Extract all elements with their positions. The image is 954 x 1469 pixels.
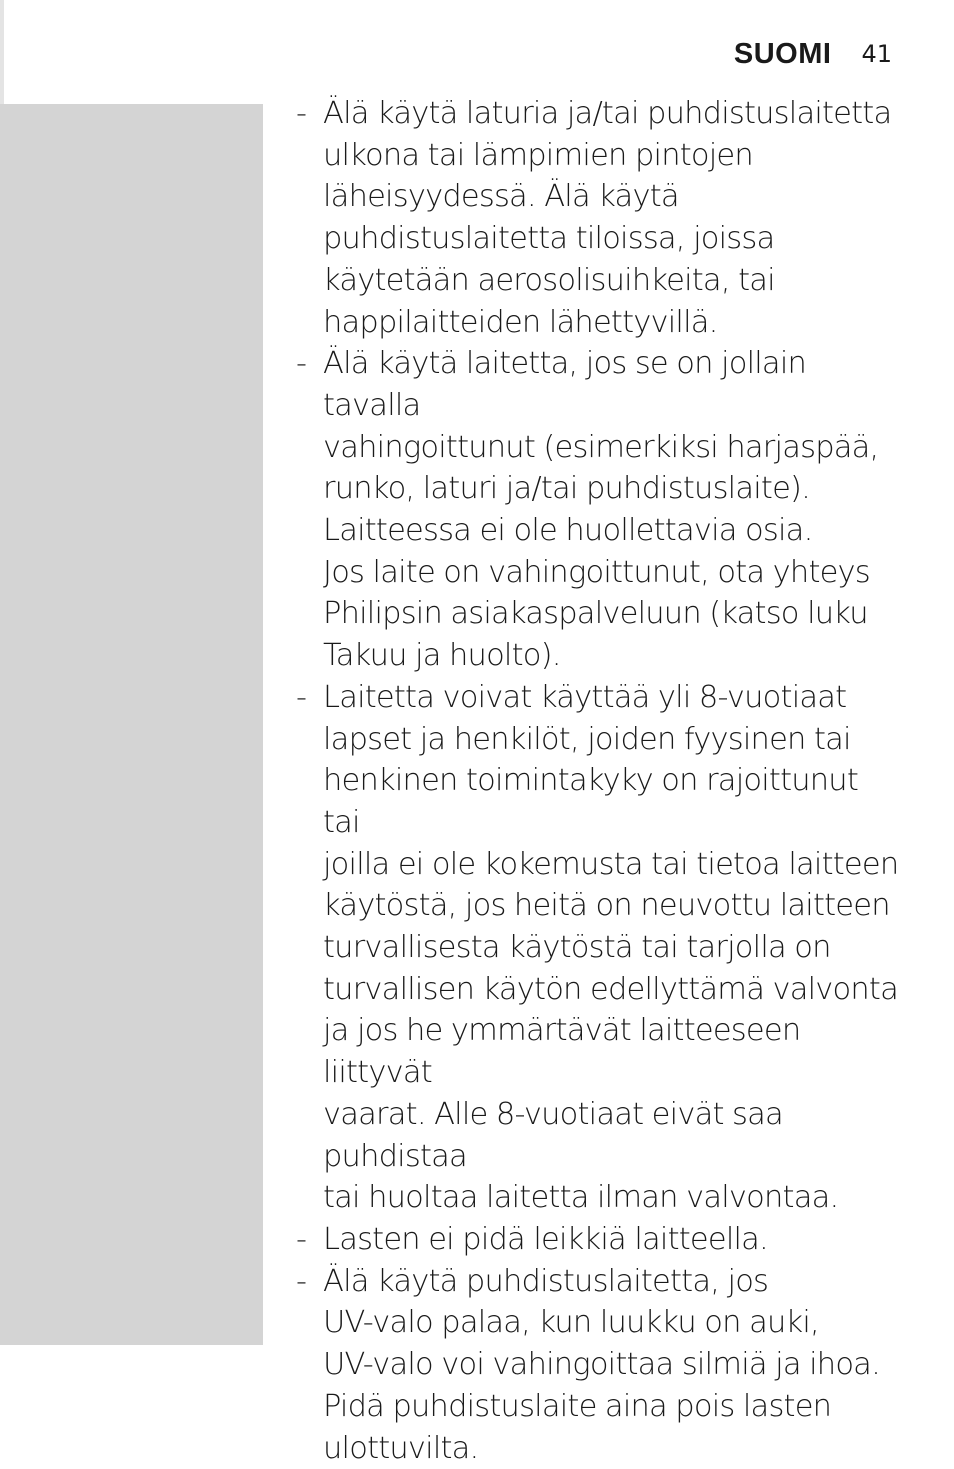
page-corner-mark <box>0 0 4 104</box>
page-header <box>734 36 892 72</box>
list-item-text: Lasten ei pidä leikkiä laitteella. <box>323 1221 768 1257</box>
page-number: 41 <box>861 40 892 68</box>
safety-warnings-list <box>296 93 902 1469</box>
list-item <box>296 1261 902 1469</box>
list-bullet: - <box>296 346 307 382</box>
list-item <box>296 93 902 343</box>
list-item-text: Laitetta voivat käyttää yli 8-vuotiaat lapset ja henkilöt, joiden fyysinen tai henkinen toimintakyky on rajoittunut tai joilla ei ole kokemusta tai tietoa laitteen käytöstä, jos heitä on neuvottu laitteen turvallisesta käytöstä tai tarjolla on turvallisen käytön edellyttämä valvonta ja jos he ymmärtävät laitteeseen liittyvät vaarat. Alle 8-vuotiaat eivät saa puhdistaa tai huoltaa laitetta ilman valvontaa. <box>323 679 899 1216</box>
list-bullet: - <box>296 679 307 715</box>
list-item-text: Älä käytä laturia ja/tai puhdistuslaitetta ulkona tai lämpimien pintojen läheisyydessä. Älä käytä puhdistuslaitetta tiloissa, joissa käytetään aerosolisuihkeita, tai happilaitteiden lähettyvillä. <box>323 96 892 340</box>
list-item <box>296 343 902 677</box>
list-item-text: Älä käytä puhdistuslaitetta, jos UV-valo palaa, kun luukku on auki, UV-valo voi vahingoittaa silmiä ja ihoa. Pidä puhdistuslaite aina pois lasten ulottuvilta. <box>323 1263 880 1466</box>
list-bullet: - <box>296 96 307 131</box>
language-label: SUOMI <box>733 37 832 70</box>
side-margin-panel <box>0 104 263 1345</box>
list-bullet: - <box>296 1221 307 1257</box>
list-bullet: - <box>296 1263 307 1299</box>
list-item <box>296 677 902 1219</box>
list-item-text: Älä käytä laitetta, jos se on jollain tavalla vahingoittunut (esimerkiksi harjaspää, runko, laturi ja/tai puhdistuslaite). Laitteessa ei ole huollettavia osia. Jos laite on vahingoittunut, ota yhteys Philipsin asiakaspalveluun (katso luku Takuu ja huolto). <box>323 346 879 674</box>
list-item <box>296 1219 902 1261</box>
